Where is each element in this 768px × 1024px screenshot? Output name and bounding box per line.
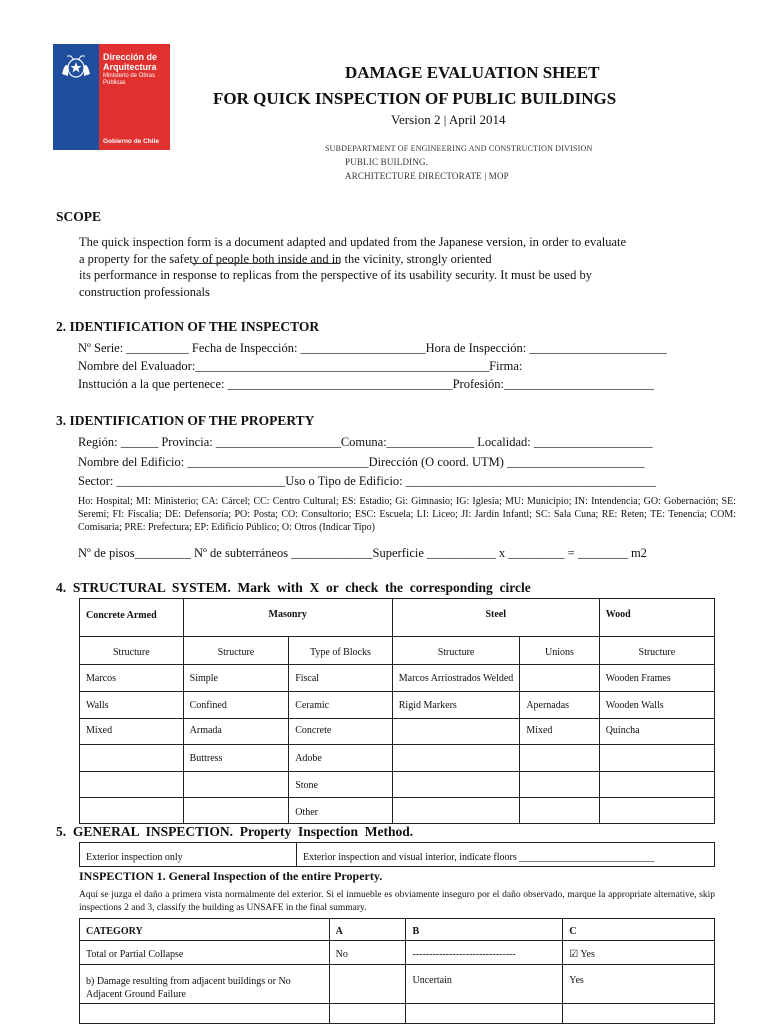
checkbox-cell[interactable]: Mixed <box>80 719 184 745</box>
property-sector-row: Sector: ___________________________Uso o Tipo de Edificio: ________________________________________ <box>78 474 656 488</box>
scope-line: construction professionals <box>79 284 210 299</box>
category-cell: b) Damage resulting from adjacent buildings or No Adjacent Ground Failure <box>80 965 330 1004</box>
checkbox-cell[interactable]: Armada <box>183 719 289 745</box>
structural-row <box>80 692 715 719</box>
category-cell <box>80 1004 330 1024</box>
scope-heading: SCOPE <box>56 209 102 224</box>
checkbox-cell[interactable]: Stone <box>289 772 393 798</box>
property-floors-row: Nº de pisos_________ Nº de subterráneos _____________Superficie ___________ x _________ = ________ m2 <box>78 546 647 560</box>
option-cell[interactable]: ☑ Yes <box>563 941 715 965</box>
subhead-cell: Structure <box>80 637 184 665</box>
structural-row <box>80 665 715 692</box>
group-wood: Wood <box>599 599 714 637</box>
checkbox-cell[interactable]: Wooden Frames <box>599 665 714 692</box>
structural-row <box>80 719 715 745</box>
property-heading: 3. IDENTIFICATION OF THE PROPERTY <box>56 413 315 428</box>
inspection1-text: Aquí se juzga el daño a primera vista normalmente del exterior. Si el inmueble es obviamente inseguro por el daño observado, marque la appropriate alternative, skip inspections 2 and 3, classify the building as UNSAFE in the final summary. <box>79 890 715 913</box>
inspection1-header-row <box>80 919 715 941</box>
checkbox-cell[interactable]: Ceramic <box>289 692 393 719</box>
checkbox-cell[interactable] <box>520 745 599 772</box>
subhead-cell: Structure <box>183 637 289 665</box>
column-header: B <box>406 919 563 941</box>
logo-footer: Gobierno de Chile <box>103 138 159 145</box>
checkbox-cell[interactable] <box>599 745 714 772</box>
checkbox-cell[interactable] <box>392 719 520 745</box>
inspector-name-row: Nombre del Evaluador:_______________________________________________Firma: <box>78 359 523 373</box>
inspector-institution-row: Insttución a la que pertenece: ____________________________________Profesión:________________________ <box>78 377 654 391</box>
subhead-cell: Structure <box>599 637 714 665</box>
inspection1-table <box>79 918 715 1024</box>
option-cell[interactable] <box>406 1004 563 1024</box>
checkbox-cell[interactable] <box>183 798 289 824</box>
inspection1-row <box>80 1004 715 1024</box>
logo <box>53 44 170 150</box>
option-exterior-interior[interactable]: Exterior inspection and visual interior, indicate floors ___________________________ <box>297 843 715 867</box>
structural-group-row <box>80 599 715 637</box>
inspection1-row <box>80 941 715 965</box>
checkbox-cell[interactable]: Simple <box>183 665 289 692</box>
inspector-heading: 2. IDENTIFICATION OF THE INSPECTOR <box>56 319 320 334</box>
option-cell[interactable]: Uncertain <box>406 965 563 1004</box>
subhead-cell: Type of Blocks <box>289 637 393 665</box>
checkbox-cell[interactable]: Fiscal <box>289 665 393 692</box>
property-building-row: Nombre del Edificio: _____________________________Dirección (O coord. UTM) ______________________ <box>78 455 645 469</box>
checkbox-cell[interactable] <box>599 772 714 798</box>
structural-table <box>79 598 715 824</box>
inspection-method-table <box>79 842 715 867</box>
structural-subhead-row <box>80 637 715 665</box>
logo-blue-panel <box>53 44 99 150</box>
checkbox-cell[interactable] <box>80 745 184 772</box>
inspection1-row <box>80 965 715 1004</box>
checkbox-cell[interactable]: Walls <box>80 692 184 719</box>
checkbox-cell[interactable]: Other <box>289 798 393 824</box>
underline-mark <box>192 263 340 264</box>
logo-subtitle: Ministerio de Obras Públicas <box>103 73 156 86</box>
checkbox-cell[interactable] <box>520 665 599 692</box>
option-cell[interactable] <box>563 1004 715 1024</box>
header-public-building: PUBLIC BUILDING. <box>345 157 429 167</box>
option-cell[interactable] <box>329 1004 406 1024</box>
checkbox-cell[interactable] <box>520 798 599 824</box>
column-header: A <box>329 919 406 941</box>
structural-row <box>80 745 715 772</box>
checkbox-cell[interactable]: Adobe <box>289 745 393 772</box>
option-cell[interactable]: ------------------------------- <box>406 941 563 965</box>
column-header: C <box>563 919 715 941</box>
checkbox-cell[interactable] <box>392 772 520 798</box>
chile-crest-icon <box>59 52 93 82</box>
document-title-line1: DAMAGE EVALUATION SHEET <box>345 63 600 82</box>
checkbox-cell[interactable]: Apernadas <box>520 692 599 719</box>
checkbox-cell[interactable]: Concrete <box>289 719 393 745</box>
checkbox-cell[interactable]: Quincha <box>599 719 714 745</box>
checkbox-cell[interactable] <box>80 772 184 798</box>
logo-red-panel <box>99 44 170 150</box>
checkbox-cell[interactable]: Wooden Walls <box>599 692 714 719</box>
option-exterior-only[interactable]: Exterior inspection only <box>80 843 297 867</box>
checkbox-cell[interactable]: Confined <box>183 692 289 719</box>
option-cell[interactable] <box>329 965 406 1004</box>
scope-line: The quick inspection form is a document adapted and updated from the Japanese version, in order to evaluate <box>79 235 627 249</box>
inspection1-heading: INSPECTION 1. General Inspection of the entire Property. <box>79 869 383 883</box>
option-cell[interactable]: Yes <box>563 965 715 1004</box>
header-directorate: ARCHITECTURE DIRECTORATE | MOP <box>345 171 509 181</box>
checkbox-cell[interactable] <box>520 772 599 798</box>
checkbox-cell[interactable]: Marcos <box>80 665 184 692</box>
scope-text <box>79 234 626 300</box>
general-inspection-heading: 5. GENERAL INSPECTION. Property Inspection Method. <box>56 824 414 839</box>
subhead-cell: Unions <box>520 637 599 665</box>
option-cell[interactable]: No <box>329 941 406 965</box>
column-header: CATEGORY <box>80 919 330 941</box>
checkbox-cell[interactable] <box>392 798 520 824</box>
group-masonry: Masonry <box>183 599 392 637</box>
structural-row <box>80 798 715 824</box>
document-title-line2: FOR QUICK INSPECTION OF PUBLIC BUILDINGS <box>213 89 617 108</box>
checkbox-cell[interactable]: Marcos Arriostrados Welded <box>392 665 520 692</box>
group-concrete: Concrete Armed <box>80 599 184 637</box>
structural-heading: 4. STRUCTURAL SYSTEM. Mark with X or check the corresponding circle <box>56 580 531 595</box>
property-region-row: Región: ______ Provincia: ____________________Comuna:______________ Localidad: ___________________ <box>78 435 653 449</box>
checkbox-cell[interactable]: Buttress <box>183 745 289 772</box>
subhead-cell: Structure <box>392 637 520 665</box>
scope-line: its performance in response to replicas from the perspective of its usability security. It must be used by <box>79 268 592 282</box>
checkbox-cell[interactable]: Rigid Markers <box>392 692 520 719</box>
building-type-legend: Ho: Hospital; MI: Ministerio; CA: Cárcel; CC: Centro Cultural; ES: Estadio; Gi: Gimnasio; IG: Iglesia; MU: Municipio; IN: Intendencia; GO: Gobernación; SE: Seremi; FI: Fiscalia; DE: Defensoría; PO: Posta; CO: Consultorio; ESC: Escuela; LI: Liceo; JI: Jardín Infantl; SC: Sala Cuna; RE: Reten; TE: Tenencia; COM: Comisaria; PRE: Prefectura; EP: Edificio Público; O: Otros (Indicar Tipo) <box>78 496 736 533</box>
checkbox-cell[interactable] <box>183 772 289 798</box>
category-cell: Total or Partial Collapse <box>80 941 330 965</box>
group-steel: Steel <box>392 599 599 637</box>
header-subdepartment: SUBDEPARTMENT OF ENGINEERING AND CONSTRUCTION DIVISION <box>325 144 593 153</box>
checkbox-cell[interactable] <box>599 798 714 824</box>
checkbox-cell[interactable] <box>392 745 520 772</box>
scope-line: a property for the safety of people both inside and in the vicinity, strongly oriented <box>79 251 492 266</box>
structural-row <box>80 772 715 798</box>
checkbox-cell[interactable]: Mixed <box>520 719 599 745</box>
checkbox-cell[interactable] <box>80 798 184 824</box>
logo-title: Dirección de Arquitectura <box>103 52 158 72</box>
inspector-serial-row: Nº Serie: __________ Fecha de Inspección: ____________________Hora de Inspección: ______________________ <box>78 341 667 355</box>
version-label: Version 2 | April 2014 <box>391 112 506 127</box>
